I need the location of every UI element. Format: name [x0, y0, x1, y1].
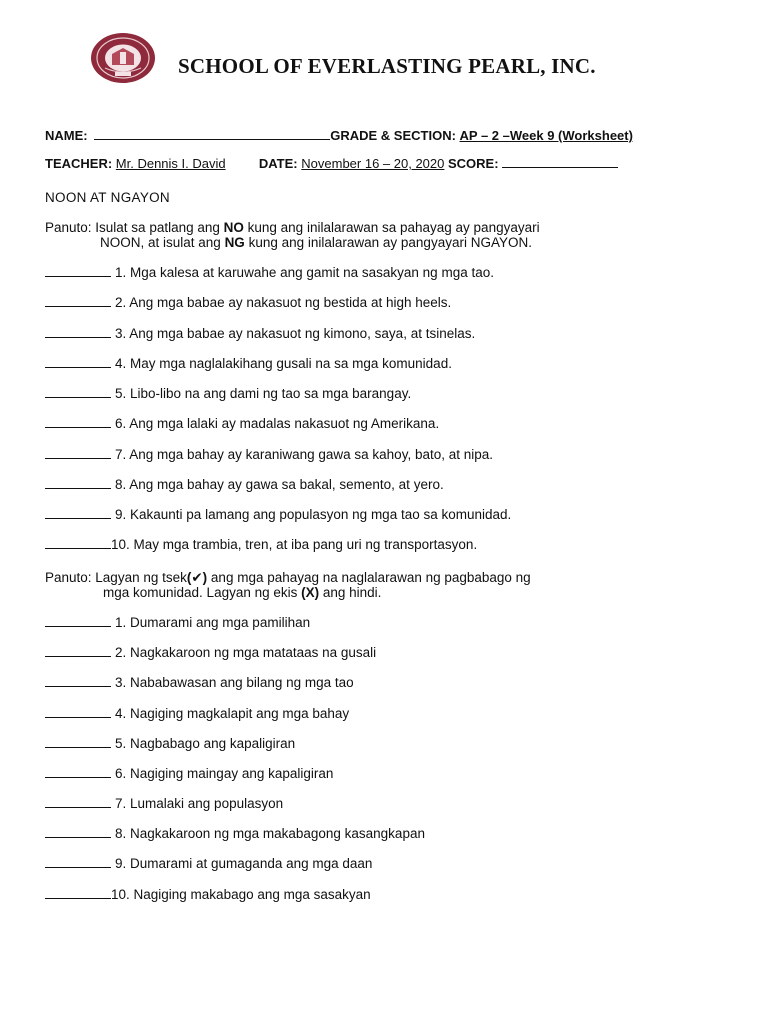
grade-label: GRADE & SECTION:: [330, 128, 456, 143]
part2-item: [45, 766, 333, 782]
item-text: 8. Ang mga bahay ay gawa sa bakal, semento, at yero.: [115, 477, 444, 492]
answer-blank[interactable]: [45, 265, 111, 277]
answer-blank[interactable]: [45, 766, 111, 778]
part2-item: [45, 706, 349, 722]
answer-blank[interactable]: [45, 675, 111, 687]
item-text: 10. Nagiging makabago ang mga sasakyan: [111, 887, 371, 902]
grade-value: AP – 2 –Week 9 (Worksheet): [459, 128, 633, 143]
part2-item: [45, 887, 371, 903]
item-text: 5. Nagbabago ang kapaligiran: [115, 736, 296, 751]
item-text: 6. Nagiging maingay ang kapaligiran: [115, 766, 334, 781]
part2-instructions: [45, 570, 725, 600]
part2-instr-text: Panuto: Lagyan ng tsek: [45, 570, 187, 585]
part2-item: [45, 796, 283, 812]
item-text: 7. Ang mga bahay ay karaniwang gawa sa kahoy, bato, at nipa.: [115, 447, 493, 462]
answer-blank[interactable]: [45, 826, 111, 838]
date-label: DATE:: [258, 156, 298, 171]
part1-item: [45, 265, 494, 281]
part1-instr-text3: NOON, at isulat ang: [100, 235, 225, 250]
part2-instr-text2: ang mga pahayag na naglalarawan ng pagbabago ng: [207, 570, 531, 585]
part1-item: [45, 386, 411, 402]
answer-blank[interactable]: [45, 356, 111, 368]
part1-item: [45, 356, 452, 372]
item-text: 8. Nagkakaroon ng mga makabagong kasangkapan: [115, 826, 425, 841]
item-text: 3. Nababawasan ang bilang ng mga tao: [115, 675, 354, 690]
part1-instr-no: NO: [223, 220, 244, 235]
answer-blank[interactable]: [45, 537, 111, 549]
part2-item: [45, 826, 425, 842]
score-blank[interactable]: [502, 156, 618, 168]
part1-item: [45, 326, 475, 342]
item-text: 4. May mga naglalakihang gusali na sa mga komunidad.: [115, 356, 452, 371]
answer-blank[interactable]: [45, 507, 111, 519]
part1-instr-ng: NG: [224, 235, 245, 250]
answer-blank[interactable]: [45, 416, 111, 428]
answer-blank[interactable]: [45, 887, 111, 899]
answer-blank[interactable]: [45, 326, 111, 338]
school-name: SCHOOL OF EVERLASTING PEARL, INC.: [178, 54, 596, 78]
answer-blank[interactable]: [45, 856, 111, 868]
date-value: November 16 – 20, 2020: [301, 156, 445, 171]
part1-instructions: [45, 220, 725, 250]
part1-instr-text2: kung ang inilalarawan sa pahayag ay pangyayari: [243, 220, 540, 235]
answer-blank[interactable]: [45, 736, 111, 748]
part2-instr-x: (X): [301, 585, 320, 600]
part1-instr-text: Panuto: Isulat sa patlang ang: [45, 220, 224, 235]
answer-blank[interactable]: [45, 615, 111, 627]
name-blank[interactable]: [94, 128, 330, 140]
part2-item: [45, 615, 310, 631]
item-text: 4. Nagiging magkalapit ang mga bahay: [115, 706, 350, 721]
answer-blank[interactable]: [45, 645, 111, 657]
answer-blank[interactable]: [45, 295, 111, 307]
answer-blank[interactable]: [45, 386, 111, 398]
answer-blank[interactable]: [45, 796, 111, 808]
part1-item: [45, 477, 444, 493]
answer-blank[interactable]: [45, 447, 111, 459]
part1-item: [45, 507, 511, 523]
item-text: 1. Mga kalesa at karuwahe ang gamit na sasakyan ng mga tao.: [115, 265, 494, 280]
part2-item: [45, 645, 376, 661]
name-label: NAME:: [45, 128, 88, 143]
part1-instr-text4: kung ang inilalarawan ay pangyayari NGAYON.: [244, 235, 532, 250]
part1-item: [45, 537, 477, 553]
part2-item: [45, 675, 354, 691]
score-label: SCORE:: [448, 156, 499, 171]
item-text: 10. May mga trambia, tren, at iba pang uri ng transportasyon.: [111, 537, 478, 552]
section-title: NOON AT NGAYON: [45, 190, 170, 205]
item-text: 6. Ang mga lalaki ay madalas nakasuot ng Amerikana.: [115, 416, 440, 431]
school-seal-icon: [90, 32, 156, 84]
item-text: 1. Dumarami ang mga pamilihan: [115, 615, 311, 630]
part1-item: [45, 416, 439, 432]
teacher-date-row: [45, 156, 618, 172]
part1-item: [45, 447, 493, 463]
name-grade-row: [45, 128, 633, 144]
item-text: 2. Ang mga babae ay nakasuot ng bestida at high heels.: [115, 295, 452, 310]
item-text: 9. Dumarami at gumaganda ang mga daan: [115, 856, 373, 871]
item-text: 7. Lumalaki ang populasyon: [115, 796, 284, 811]
answer-blank[interactable]: [45, 477, 111, 489]
answer-blank[interactable]: [45, 706, 111, 718]
part2-item: [45, 856, 372, 872]
teacher-value: Mr. Dennis I. David: [115, 156, 226, 171]
item-text: 9. Kakaunti pa lamang ang populasyon ng mga tao sa komunidad.: [115, 507, 512, 522]
part2-instr-text4: ang hindi.: [319, 585, 382, 600]
item-text: 3. Ang mga babae ay nakasuot ng kimono, saya, at tsinelas.: [115, 326, 476, 341]
part2-instr-check: (✔): [186, 570, 208, 585]
part2-instr-text3: mga komunidad. Lagyan ng ekis: [103, 585, 302, 600]
item-text: 5. Libo-libo na ang dami ng tao sa mga barangay.: [115, 386, 412, 401]
part1-item: [45, 295, 451, 311]
part2-item: [45, 736, 295, 752]
teacher-label: TEACHER:: [45, 156, 113, 171]
item-text: 2. Nagkakaroon ng mga matataas na gusali: [115, 645, 377, 660]
school-header: [90, 30, 730, 86]
